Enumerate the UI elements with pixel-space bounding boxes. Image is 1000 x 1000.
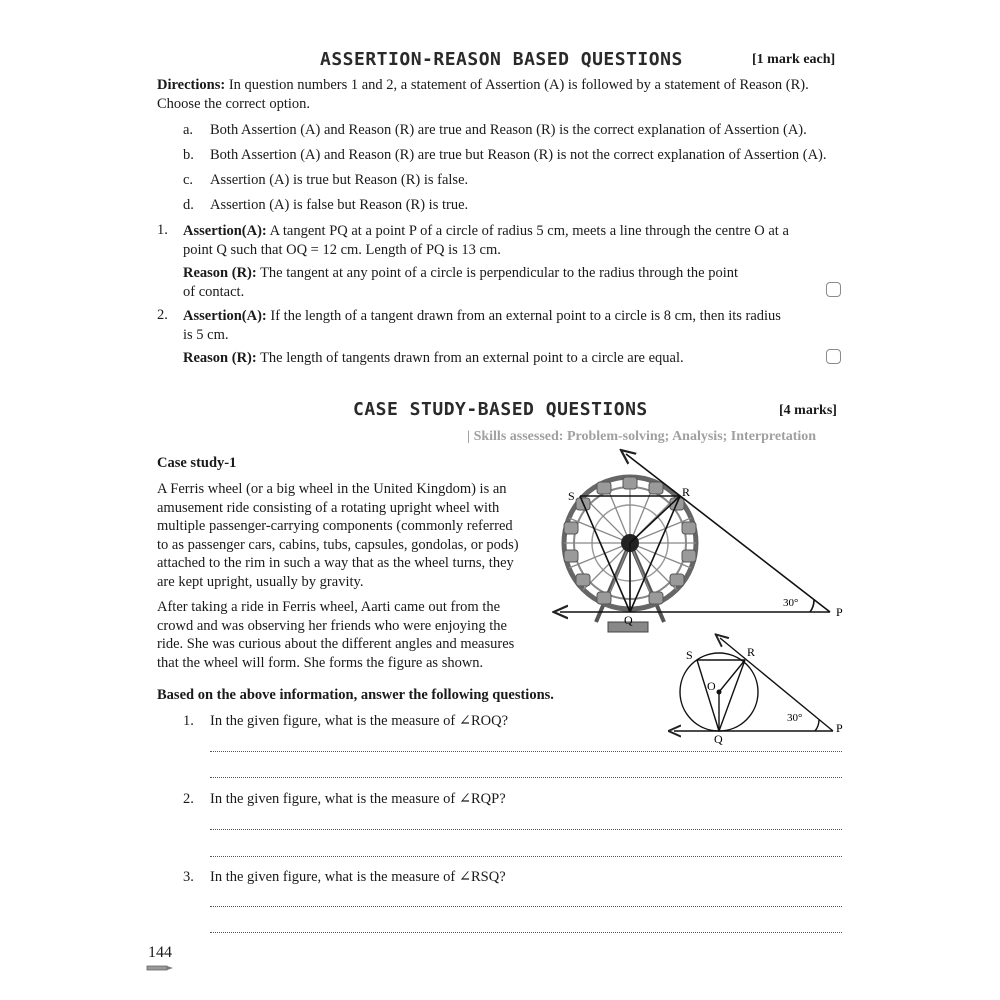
based-on-heading: Based on the above information, answer the following questions. [157,687,554,703]
figure1-angle-label: 30° [783,597,799,609]
assertion-marks: [1 mark each] [752,52,836,67]
directions-text-2: Choose the correct option. [157,95,311,112]
case-paragraph-1 [157,480,547,591]
case-study-title: Case study-1 [157,455,237,471]
figure2-label-s: S [686,648,693,662]
figure2-label-o: O [707,679,716,693]
answer-line[interactable] [210,777,842,778]
assertion-text [183,307,781,344]
question-text: In the given figure, what is the measure of ∠ROQ? [210,713,509,729]
option-letter: c. [183,172,194,188]
reason-text [183,264,738,301]
case-section-title: CASE STUDY-BASED QUESTIONS [353,399,648,420]
paragraph-line: A Ferris wheel (or a big wheel in the United Kingdom) is an [157,481,507,497]
assertion-label: Assertion(A): [183,308,267,324]
figure2-label-q: Q [714,732,723,746]
question-text: In the given figure, what is the measure of ∠RQP? [210,791,506,807]
page-number: 144 [148,944,172,961]
answer-line[interactable] [210,906,842,907]
assertion-section-title: ASSERTION-REASON BASED QUESTIONS [320,49,683,70]
option-letter: d. [183,197,194,213]
case-paragraph-2 [157,598,547,672]
figure1-label-q: Q [624,613,633,627]
question-number: 3. [183,869,194,885]
paragraph-line: are kept upright, usually by gravity. [157,573,364,590]
question-number: 2. [157,307,168,323]
figure1-label-p: P [836,605,843,619]
directions-text: In question numbers 1 and 2, a statement of Assertion (A) is followed by a statement of Reason (R). [228,77,809,93]
paragraph-line: that the wheel will form. She forms the figure as shown. [157,654,484,671]
reason-line-2: of contact. [183,283,245,300]
figure1-label-r: R [682,485,691,499]
option-letter: a. [183,122,194,138]
assertion-line-2: point Q such that OQ = 12 cm. Length of PQ is 13 cm. [183,241,501,258]
ferris-wheel-figure [548,446,848,646]
figure2-label-r: R [747,645,756,659]
paragraph-line: amusement ride consisting of a rotating upright wheel with [157,499,500,516]
answer-checkbox[interactable] [826,282,841,297]
figure2-angle-label: 30° [787,712,803,724]
question-number: 1. [157,222,168,238]
directions-label: Directions: [157,77,226,93]
answer-checkbox[interactable] [826,349,841,364]
option-text: Both Assertion (A) and Reason (R) are true but Reason (R) is not the correct explanation of Assertion (A). [210,147,827,163]
answer-line[interactable] [210,829,842,830]
option-text: Assertion (A) is false but Reason (R) is true. [210,197,469,213]
question-number: 1. [183,713,194,729]
reason-text [183,349,684,368]
case-marks: [4 marks] [779,403,837,418]
assertion-text [183,222,789,259]
circle-tangent-figure [668,632,848,747]
reason-label: Reason (R): [183,350,257,366]
paragraph-line: crowd and was observing her friends who were enjoying the [157,617,507,634]
question-text: In the given figure, what is the measure of ∠RSQ? [210,869,506,885]
paragraph-line: multiple passenger-carrying components (commonly referred [157,518,513,534]
paragraph-line: to as passenger cars, cabins, tubs, capsules, gondolas, or pods) [157,536,519,553]
assertion-label: Assertion(A): [183,223,267,239]
figure2-label-p: P [836,721,843,735]
question-number: 2. [183,791,194,807]
reason-label: Reason (R): [183,265,257,281]
reason-line: The tangent at any point of a circle is perpendicular to the radius through the point [260,265,739,281]
answer-line[interactable] [210,751,842,752]
figure1-label-s: S [568,489,575,503]
assertion-line: If the length of a tangent drawn from an external point to a circle is 8 cm, then its radius [270,308,781,324]
paragraph-line: attached to the rim in such a way that as the wheel turns, they [157,555,514,571]
paragraph-line: After taking a ride in Ferris wheel, Aarti came out from the [157,599,501,615]
assertion-line-2: is 5 cm. [183,326,229,343]
option-text: Both Assertion (A) and Reason (R) are true and Reason (R) is the correct explanation of Assertion (A). [210,122,807,138]
paragraph-line: ride. She was curious about the different angles and measures [157,636,515,652]
skills-assessed: | Skills assessed: Problem-solving; Analysis; Interpretation [467,429,817,444]
assertion-line: A tangent PQ at a point P of a circle of radius 5 cm, meets a line through the centre O at a [269,223,789,239]
option-text: Assertion (A) is true but Reason (R) is false. [210,172,469,188]
answer-line[interactable] [210,932,842,933]
option-letter: b. [183,147,194,163]
reason-line: The length of tangents drawn from an external point to a circle are equal. [260,350,684,366]
directions [157,76,809,113]
pencil-icon [146,964,174,972]
answer-line[interactable] [210,856,842,857]
